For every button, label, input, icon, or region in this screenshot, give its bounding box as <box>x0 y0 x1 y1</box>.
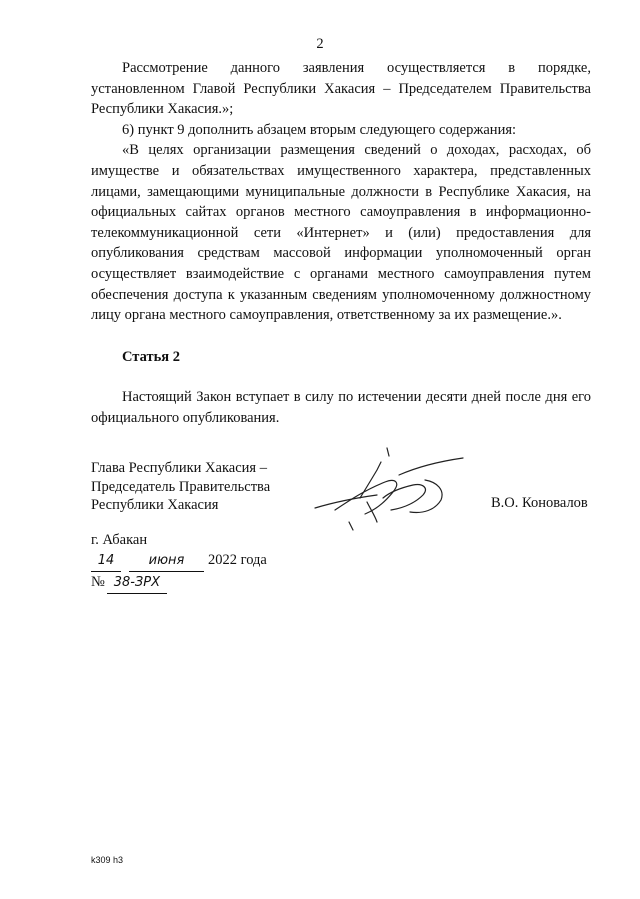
date-line <box>91 550 267 572</box>
document-body <box>91 58 591 429</box>
paragraph: 6) пункт 9 дополнить абзацем вторым следующего содержания: <box>122 121 517 138</box>
law-number: 38-ЗРХ <box>107 573 167 594</box>
place-date-block <box>91 530 267 594</box>
page-number: 2 <box>316 36 324 52</box>
signatory-title-line: Председатель Правительства <box>91 478 271 495</box>
paragraph: Настоящий Закон вступает в силу по истечении десяти дней после дня его официального опубликования. <box>91 389 591 426</box>
paragraph: «В целях организации размещения сведений о доходах, расходах, об имуществе и обязательствах имущественного характера, представленных лицами, замещающими муниципальные должности в Республике Хакасия, на официальных сайтах органов местного самоуправления в информационно-телекоммуникационной сети «Интернет» и (или) предоставления для опубликования средствам массовой информации уполномоченный орган осуществляет взаимодействие с органами местного самоуправления путем обеспечения доступа к указанным сведениям уполномоченному должностному лицу органа местного самоуправления, ответственному за их размещение.». <box>91 142 591 324</box>
city: г. Абакан <box>91 532 148 548</box>
number-line <box>91 572 267 594</box>
number-prefix: № <box>91 574 105 590</box>
footer-code: k309 h3 <box>91 855 124 865</box>
date-day: 14 <box>91 551 121 572</box>
date-year: 2022 года <box>208 552 267 568</box>
signatory-title-line: Республики Хакасия <box>91 497 219 513</box>
article-heading: Статья 2 <box>122 348 180 365</box>
date-month: июня <box>129 551 204 572</box>
handwritten-signature-icon <box>305 440 470 540</box>
signatory-title-line: Глава Республики Хакасия – <box>91 460 267 476</box>
signatory-name: В.О. Коновалов <box>491 495 588 511</box>
paragraph: Рассмотрение данного заявления осуществляется в порядке, установленном Главой Республики Хакасия – Председателем Правительства Республики Хакасия.»; <box>91 60 591 118</box>
signatory-title <box>91 459 270 515</box>
